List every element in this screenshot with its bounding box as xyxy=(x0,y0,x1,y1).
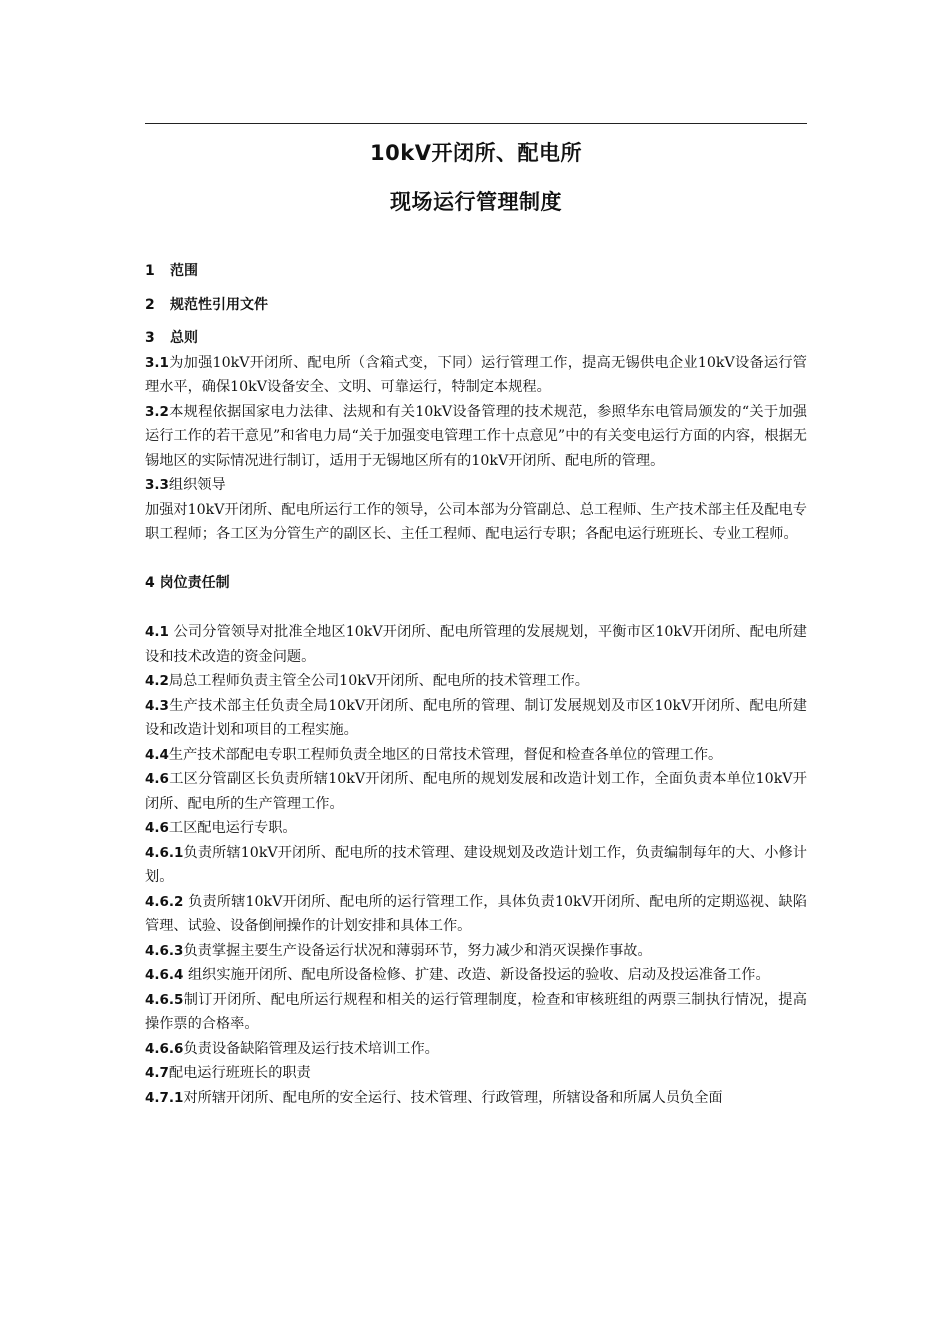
section-heading-general xyxy=(145,326,807,351)
paragraph-4-3: 4.3生产技术部主任负责全局10kV开闭所、配电所的管理、制订发展规划及市区10kV开闭所、配电所建设和改造计划和项目的工程实施。 xyxy=(145,697,807,738)
section-number: 4 xyxy=(145,575,155,591)
section-number: 2 xyxy=(145,296,155,313)
paragraph-4-6-5: 4.6.5制订开闭所、配电所运行规程和相关的运行管理制度，检查和审核班组的两票三制执行情况，提高操作票的合格率。 xyxy=(145,991,807,1032)
paragraph-4-4: 4.4生产技术部配电专职工程师负责全地区的日常技术管理，督促和检查各单位的管理工作。 xyxy=(145,746,723,763)
paragraph-4-6-a: 4.6工区分管副区长负责所辖10kV开闭所、配电所的规划发展和改造计划工作，全面负责本单位10kV开闭所、配电所的生产管理工作。 xyxy=(145,771,807,812)
section-label: 岗位责任制 xyxy=(159,575,230,591)
document-title-line2: 现场运行管理制度 xyxy=(390,190,562,214)
header-rule xyxy=(145,123,807,124)
section-label: 总则 xyxy=(170,330,198,346)
section-number: 1 xyxy=(145,263,155,279)
paragraph-4-6-6: 4.6.6负责设备缺陷管理及运行技术培训工作。 xyxy=(145,1040,439,1057)
paragraph-4-6-1: 4.6.1负责所辖10kV开闭所、配电所的技术管理、建设规划及改造计划工作，负责编制每年的大、小修计划。 xyxy=(145,844,807,885)
document-body xyxy=(145,259,807,1110)
paragraph-4-6-2: 4.6.2 负责所辖10kV开闭所、配电所的运行管理工作，具体负责10kV开闭所、配电所的定期巡视、缺陷管理、试验、设备倒闸操作的计划安排和具体工作。 xyxy=(145,893,807,934)
paragraph-3-1: 3.1为加强10kV开闭所、配电所（含箱式变，下同）运行管理工作，提高无锡供电企业10kV设备运行管理水平，确保10kV设备安全、文明、可靠运行，特制定本规程。 xyxy=(145,354,807,395)
paragraph-3-3: 3.3组织领导 xyxy=(145,477,226,493)
paragraph-4-6-4: 4.6.4 组织实施开闭所、配电所设备检修、扩建、改造、新设备投运的验收、启动及投运准备工作。 xyxy=(145,967,770,983)
section-heading-responsibility xyxy=(145,571,807,596)
section-label: 范围 xyxy=(170,263,198,279)
paragraph-4-7-1: 4.7.1对所辖开闭所、配电所的安全运行、技术管理、行政管理，所辖设备和所属人员负全面 xyxy=(145,1089,723,1106)
section-heading-scope xyxy=(145,259,807,284)
paragraph-4-1: 4.1 公司分管领导对批准全地区10kV开闭所、配电所管理的发展规划，平衡市区10kV开闭所、配电所建设和技术改造的资金问题。 xyxy=(145,624,807,665)
section-heading-normative-references xyxy=(145,293,807,318)
paragraph-3-2: 3.2本规程依据国家电力法律、法规和有关10kV设备管理的技术规范，参照华东电管局颁发的“关于加强运行工作的若干意见”和省电力局“关于加强变电管理工作十点意见”中的有关变电运行方面的内容，根据无锡地区的实际情况进行制订，适用于无锡地区所有的10kV开闭所、配电所的管理。 xyxy=(145,403,807,469)
paragraph-4-6-b: 4.6工区配电运行专职。 xyxy=(145,820,297,836)
paragraph-3-3-body: 加强对10kV开闭所、配电所运行工作的领导，公司本部为分管副总、总工程师、生产技术部主任及配电专职工程师；各工区为分管生产的副区长、主任工程师、配电运行专职；各配电运行班班长、专业工程师。 xyxy=(145,501,807,542)
document-title-line1: 10kV开闭所、配电所 xyxy=(370,141,582,165)
section-number: 3 xyxy=(145,330,155,346)
paragraph-4-2: 4.2局总工程师负责主管全公司10kV开闭所、配电所的技术管理工作。 xyxy=(145,673,589,689)
paragraph-4-6-3: 4.6.3负责掌握主要生产设备运行状况和薄弱环节，努力减少和消灭误操作事故。 xyxy=(145,942,652,959)
paragraph-4-7: 4.7配电运行班班长的职责 xyxy=(145,1065,311,1081)
section-label: 规范性引用文件 xyxy=(170,296,268,313)
